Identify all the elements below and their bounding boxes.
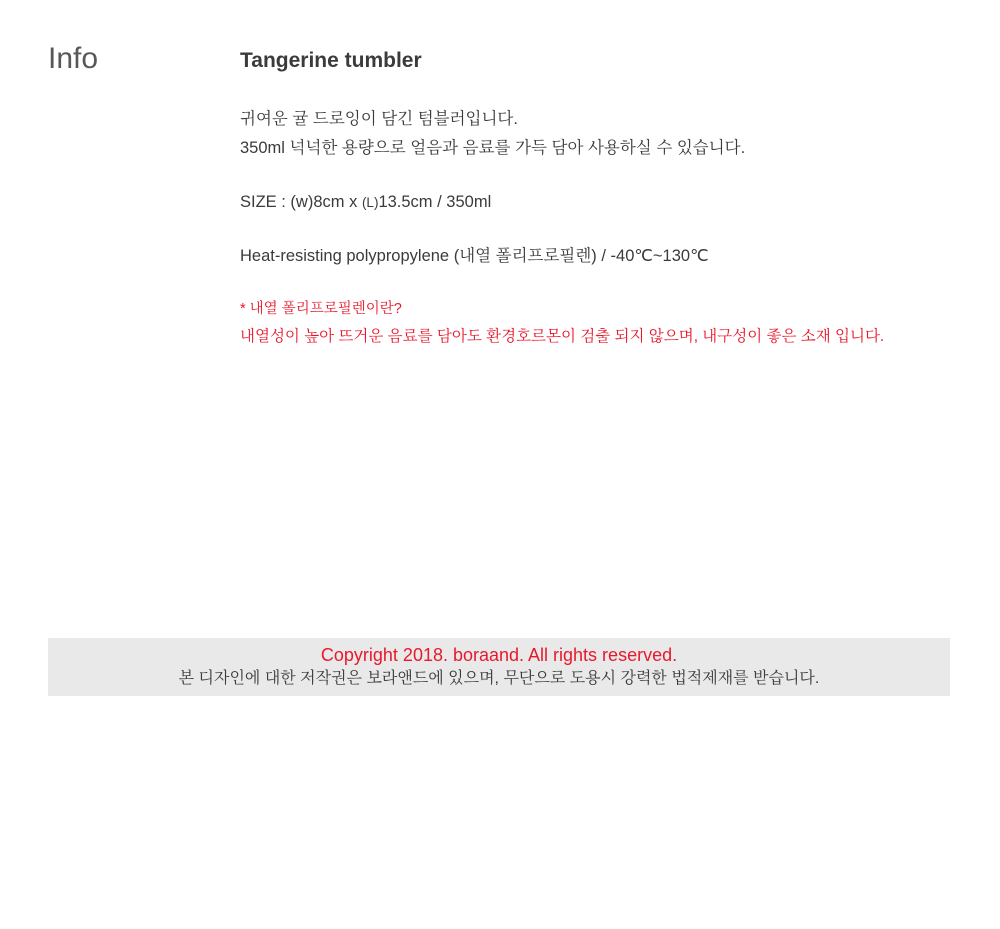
copyright-korean: 본 디자인에 대한 저작권은 보라앤드에 있으며, 무단으로 도용시 강력한 법적제재를 받습니다. (178, 669, 820, 687)
product-size (240, 189, 960, 215)
copyright-banner (48, 638, 950, 696)
product-material: Heat-resisting polypropylene (내열 폴리프로필렌) / -40℃~130℃ (240, 247, 709, 266)
description-line-2: 350ml 넉넉한 용량으로 얼음과 음료를 가득 담아 사용하실 수 있습니다. (240, 139, 746, 158)
size-length-marker: (L) (361, 194, 379, 210)
note-body: 내열성이 높아 뜨거운 음료를 담아도 환경호르몬이 검출 되지 않으며, 내구성이 좋은 소재 입니다. (240, 327, 885, 345)
description-line-1: 귀여운 귤 드로잉이 담긴 텀블러입니다. (240, 110, 518, 129)
size-width: 8cm x (313, 192, 362, 211)
product-description (240, 105, 960, 163)
size-length: 13.5cm / 350ml (378, 192, 492, 211)
note-title: * 내열 폴리프로필렌이란? (240, 300, 402, 317)
product-info-block (240, 48, 960, 350)
section-label: Info (48, 42, 99, 75)
page-title: Tangerine tumbler (240, 49, 422, 72)
material-note (240, 298, 960, 350)
size-prefix: SIZE : (w) (240, 192, 314, 211)
copyright-english: Copyright 2018. boraand. All rights reserved. (320, 645, 678, 666)
